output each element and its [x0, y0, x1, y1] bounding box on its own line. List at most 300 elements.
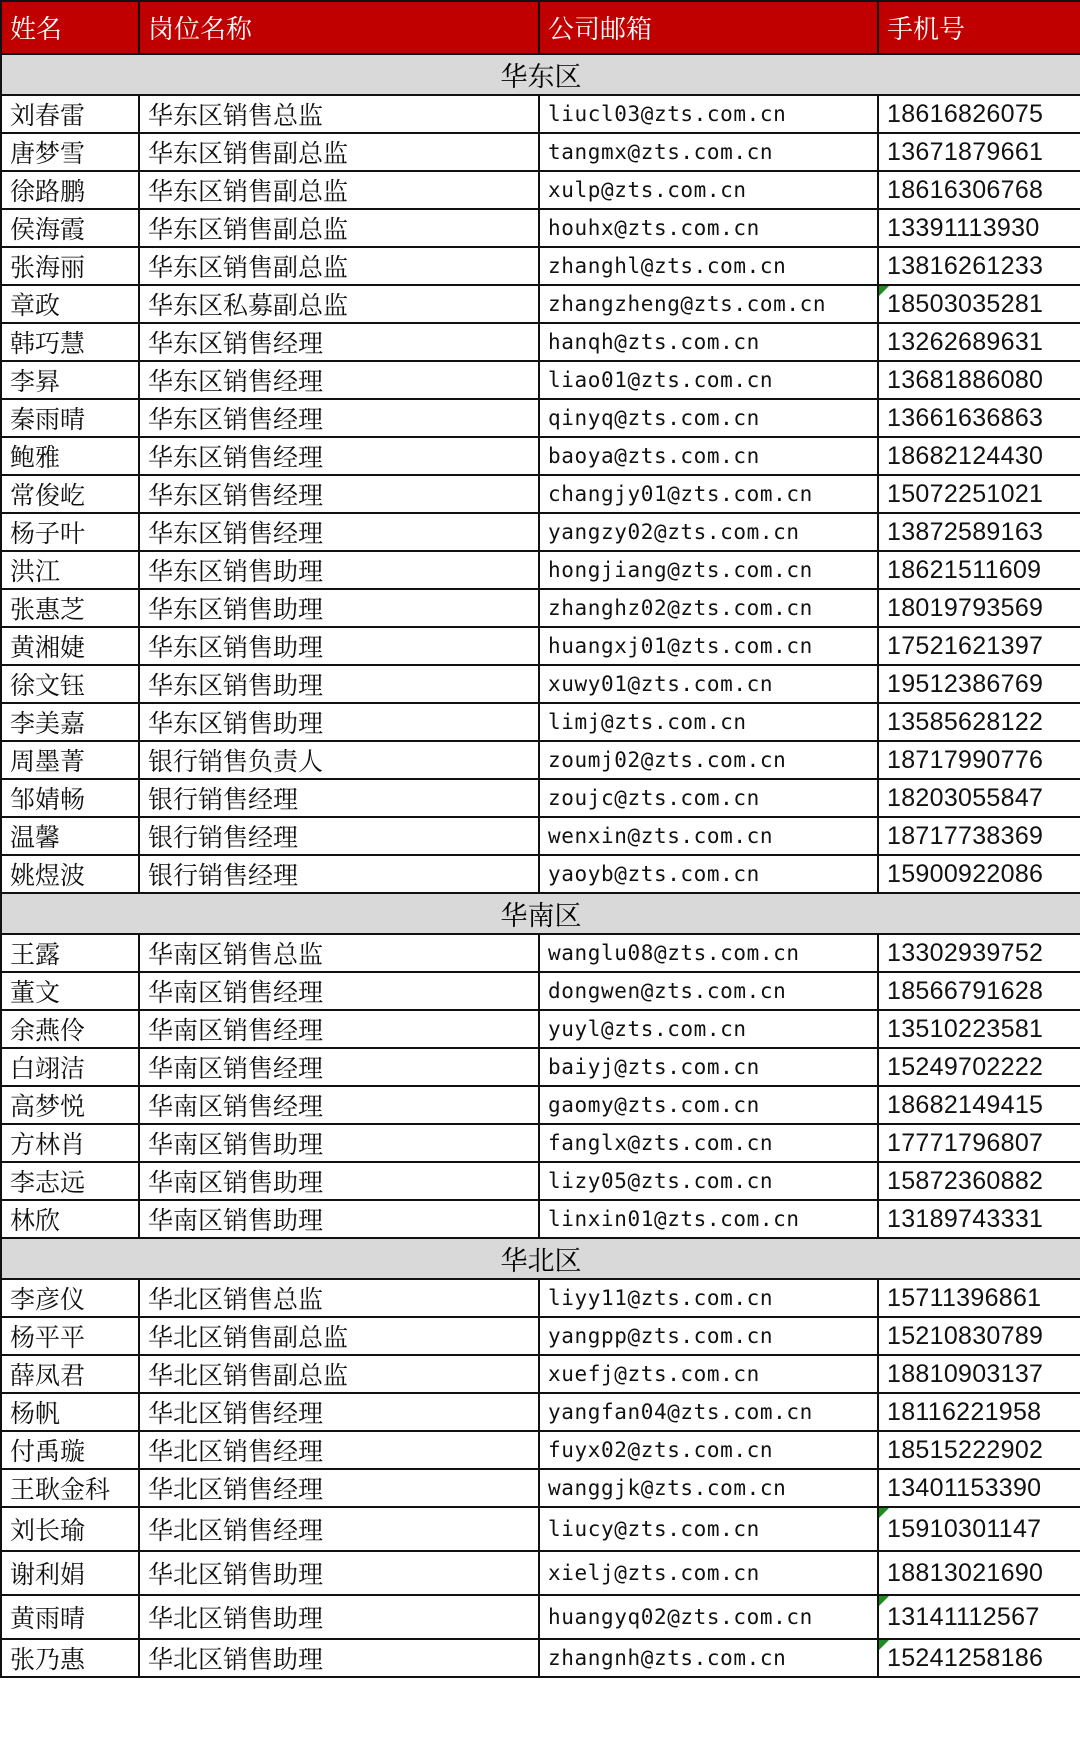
- title-cell: [139, 247, 539, 285]
- email-cell: [539, 1200, 878, 1238]
- phone-cell: [878, 1551, 1080, 1595]
- phone-text: 15711396861: [887, 1283, 1042, 1312]
- email-cell: [539, 209, 878, 247]
- phone-text: 13585628122: [887, 707, 1044, 736]
- email-text: zoumj02@zts.com.cn: [548, 748, 787, 772]
- table-row: [1, 703, 1080, 741]
- phone-text: 15900922086: [887, 859, 1044, 888]
- email-cell: [539, 361, 878, 399]
- section-header-row: [1, 893, 1080, 934]
- phone-cell: [878, 1086, 1080, 1124]
- phone-text: 18717738369: [887, 821, 1044, 850]
- email-text: hongjiang@zts.com.cn: [548, 558, 813, 582]
- phone-cell: [878, 399, 1080, 437]
- title-cell: [139, 209, 539, 247]
- name-cell: [1, 1086, 139, 1124]
- phone-cell: [878, 1010, 1080, 1048]
- phone-cell: [878, 779, 1080, 817]
- table-row: [1, 285, 1080, 323]
- cell-error-indicator-icon: [879, 1640, 889, 1650]
- phone-cell: [878, 665, 1080, 703]
- email-cell: [539, 1355, 878, 1393]
- title-cell: [139, 361, 539, 399]
- title-text: 华东区销售助理: [148, 557, 324, 586]
- phone-cell: [878, 95, 1080, 133]
- title-text: 银行销售经理: [148, 823, 299, 852]
- phone-text: 18616826075: [887, 99, 1044, 128]
- title-cell: [139, 972, 539, 1010]
- name-cell: [1, 361, 139, 399]
- email-cell: [539, 589, 878, 627]
- phone-cell: [878, 1200, 1080, 1238]
- name-cell: [1, 1469, 139, 1507]
- phone-text: 15249702222: [887, 1052, 1044, 1081]
- table-row: [1, 1010, 1080, 1048]
- name-text: 周墨菁: [10, 747, 86, 776]
- table-row: [1, 972, 1080, 1010]
- phone-text: 13681886080: [887, 365, 1044, 394]
- title-cell: [139, 1639, 539, 1677]
- name-cell: [1, 972, 139, 1010]
- table-row: [1, 1355, 1080, 1393]
- email-text: changjy01@zts.com.cn: [548, 482, 813, 506]
- title-text: 华南区销售经理: [148, 1016, 324, 1045]
- name-text: 常俊屹: [10, 481, 86, 510]
- phone-cell: [878, 513, 1080, 551]
- phone-text: 17521621397: [887, 631, 1044, 660]
- name-cell: [1, 665, 139, 703]
- email-text: yangpp@zts.com.cn: [548, 1324, 774, 1348]
- name-text: 鲍雅: [10, 443, 61, 472]
- name-cell: [1, 817, 139, 855]
- email-text: zoujc@zts.com.cn: [548, 786, 760, 810]
- title-cell: [139, 551, 539, 589]
- title-cell: [139, 171, 539, 209]
- phone-text: 15872360882: [887, 1166, 1044, 1195]
- title-text: 华南区销售经理: [148, 978, 324, 1007]
- phone-cell: [878, 589, 1080, 627]
- title-text: 华南区销售经理: [148, 1092, 324, 1121]
- phone-cell: [878, 934, 1080, 972]
- title-text: 华北区销售助理: [148, 1645, 324, 1674]
- table-row: [1, 779, 1080, 817]
- email-cell: [539, 95, 878, 133]
- title-text: 华东区私募副总监: [148, 291, 349, 320]
- phone-cell: [878, 1595, 1080, 1639]
- phone-text: 18682124430: [887, 441, 1044, 470]
- name-text: 刘长瑜: [10, 1516, 86, 1545]
- phone-cell: [878, 1048, 1080, 1086]
- phone-cell: [878, 1507, 1080, 1551]
- title-text: 华北区销售总监: [148, 1285, 324, 1314]
- email-text: huangyq02@zts.com.cn: [548, 1605, 813, 1629]
- phone-cell: [878, 1393, 1080, 1431]
- section-title: 华南区: [1, 893, 1080, 934]
- name-text: 张海丽: [10, 253, 86, 282]
- table-row: [1, 627, 1080, 665]
- phone-cell: [878, 972, 1080, 1010]
- name-text: 黄湘婕: [10, 633, 86, 662]
- table-row: [1, 1393, 1080, 1431]
- name-text: 杨帆: [10, 1399, 61, 1428]
- email-cell: [539, 627, 878, 665]
- name-text: 方林肖: [10, 1130, 86, 1159]
- phone-cell: [878, 133, 1080, 171]
- header-email: 公司邮箱: [539, 1, 878, 54]
- cell-error-indicator-icon: [879, 1508, 889, 1518]
- email-text: yangzy02@zts.com.cn: [548, 520, 800, 544]
- table-row: [1, 589, 1080, 627]
- name-cell: [1, 703, 139, 741]
- name-cell: [1, 1162, 139, 1200]
- title-text: 华东区销售助理: [148, 671, 324, 700]
- phone-cell: [878, 247, 1080, 285]
- email-text: liucy@zts.com.cn: [548, 1517, 760, 1541]
- email-cell: [539, 437, 878, 475]
- title-text: 银行销售经理: [148, 785, 299, 814]
- phone-cell: [878, 209, 1080, 247]
- phone-text: 13262689631: [887, 327, 1044, 356]
- email-cell: [539, 1086, 878, 1124]
- name-cell: [1, 437, 139, 475]
- name-cell: [1, 1507, 139, 1551]
- email-cell: [539, 1124, 878, 1162]
- name-text: 洪江: [10, 557, 61, 586]
- phone-text: 13141112567: [887, 1602, 1040, 1631]
- name-text: 高梦悦: [10, 1092, 86, 1121]
- name-text: 付禹璇: [10, 1437, 86, 1466]
- phone-cell: [878, 437, 1080, 475]
- phone-text: 15241258186: [887, 1643, 1044, 1672]
- phone-cell: [878, 361, 1080, 399]
- table-row: [1, 513, 1080, 551]
- name-cell: [1, 855, 139, 893]
- name-cell: [1, 285, 139, 323]
- name-text: 李美嘉: [10, 709, 86, 738]
- table-row: [1, 209, 1080, 247]
- title-text: 华东区销售副总监: [148, 215, 349, 244]
- email-text: fanglx@zts.com.cn: [548, 1131, 774, 1155]
- title-cell: [139, 1317, 539, 1355]
- title-cell: [139, 1279, 539, 1317]
- table-row: [1, 1595, 1080, 1639]
- email-cell: [539, 323, 878, 361]
- title-text: 华南区销售助理: [148, 1168, 324, 1197]
- section-title: 华北区: [1, 1238, 1080, 1279]
- name-cell: [1, 171, 139, 209]
- name-text: 王露: [10, 940, 61, 969]
- name-cell: [1, 934, 139, 972]
- name-text: 邹婧畅: [10, 785, 86, 814]
- name-text: 徐文钰: [10, 671, 86, 700]
- phone-cell: [878, 1124, 1080, 1162]
- email-text: qinyq@zts.com.cn: [548, 406, 760, 430]
- title-cell: [139, 1200, 539, 1238]
- title-cell: [139, 1124, 539, 1162]
- email-cell: [539, 551, 878, 589]
- title-text: 华南区销售经理: [148, 1054, 324, 1083]
- name-text: 温馨: [10, 823, 61, 852]
- phone-cell: [878, 817, 1080, 855]
- email-text: liyy11@zts.com.cn: [548, 1286, 774, 1310]
- title-cell: [139, 285, 539, 323]
- cell-error-indicator-icon: [879, 286, 889, 296]
- name-cell: [1, 475, 139, 513]
- table-row: [1, 133, 1080, 171]
- email-cell: [539, 1431, 878, 1469]
- title-text: 华北区销售经理: [148, 1399, 324, 1428]
- title-cell: [139, 1086, 539, 1124]
- email-text: zhangzheng@zts.com.cn: [548, 292, 827, 316]
- email-cell: [539, 1279, 878, 1317]
- title-text: 华北区销售副总监: [148, 1361, 349, 1390]
- title-cell: [139, 1595, 539, 1639]
- name-cell: [1, 1124, 139, 1162]
- name-text: 王耿金科: [10, 1475, 111, 1504]
- title-cell: [139, 589, 539, 627]
- table-row: [1, 1507, 1080, 1551]
- title-cell: [139, 665, 539, 703]
- title-cell: [139, 627, 539, 665]
- name-cell: [1, 513, 139, 551]
- phone-cell: [878, 1431, 1080, 1469]
- title-text: 华南区销售总监: [148, 940, 324, 969]
- phone-text: 13401153390: [887, 1473, 1042, 1502]
- title-cell: [139, 133, 539, 171]
- name-cell: [1, 1317, 139, 1355]
- phone-text: 13872589163: [887, 517, 1044, 546]
- name-cell: [1, 1279, 139, 1317]
- email-cell: [539, 934, 878, 972]
- name-text: 张惠芝: [10, 595, 86, 624]
- title-text: 华东区销售经理: [148, 405, 324, 434]
- phone-text: 13671879661: [887, 137, 1044, 166]
- email-cell: [539, 817, 878, 855]
- title-cell: [139, 779, 539, 817]
- email-cell: [539, 779, 878, 817]
- name-cell: [1, 95, 139, 133]
- email-text: yaoyb@zts.com.cn: [548, 862, 760, 886]
- phone-text: 15210830789: [887, 1321, 1044, 1350]
- table-row: [1, 741, 1080, 779]
- phone-text: 13661636863: [887, 403, 1044, 432]
- table-row: [1, 1200, 1080, 1238]
- title-cell: [139, 1551, 539, 1595]
- name-text: 李昪: [10, 367, 61, 396]
- title-cell: [139, 1431, 539, 1469]
- phone-cell: [878, 475, 1080, 513]
- email-text: fuyx02@zts.com.cn: [548, 1438, 774, 1462]
- name-cell: [1, 1200, 139, 1238]
- phone-text: 18810903137: [887, 1359, 1044, 1388]
- name-text: 杨子叶: [10, 519, 86, 548]
- section-header-row: [1, 54, 1080, 95]
- name-text: 董文: [10, 978, 61, 1007]
- name-text: 李彦仪: [10, 1285, 86, 1314]
- phone-text: 18682149415: [887, 1090, 1044, 1119]
- title-cell: [139, 934, 539, 972]
- name-text: 黄雨晴: [10, 1604, 86, 1633]
- email-cell: [539, 513, 878, 551]
- email-text: yangfan04@zts.com.cn: [548, 1400, 813, 1424]
- phone-text: 18621511609: [887, 555, 1042, 584]
- email-cell: [539, 1162, 878, 1200]
- table-row: [1, 1317, 1080, 1355]
- table-row: [1, 1469, 1080, 1507]
- header-row: [1, 1, 1080, 54]
- email-cell: [539, 475, 878, 513]
- title-text: 华东区销售经理: [148, 481, 324, 510]
- name-cell: [1, 1355, 139, 1393]
- phone-text: 15072251021: [887, 479, 1044, 508]
- name-text: 林欣: [10, 1206, 61, 1235]
- phone-text: 13302939752: [887, 938, 1044, 967]
- email-text: xielj@zts.com.cn: [548, 1561, 760, 1585]
- table-row: [1, 247, 1080, 285]
- email-cell: [539, 133, 878, 171]
- name-text: 薛凤君: [10, 1361, 86, 1390]
- email-cell: [539, 665, 878, 703]
- title-text: 银行销售负责人: [148, 747, 324, 776]
- name-text: 唐梦雪: [10, 139, 86, 168]
- table-row: [1, 437, 1080, 475]
- title-text: 华东区销售总监: [148, 101, 324, 130]
- title-cell: [139, 1010, 539, 1048]
- email-cell: [539, 741, 878, 779]
- name-text: 刘春雷: [10, 101, 86, 130]
- name-cell: [1, 247, 139, 285]
- name-text: 徐路鹏: [10, 177, 86, 206]
- title-text: 华南区销售助理: [148, 1206, 324, 1235]
- phone-cell: [878, 1279, 1080, 1317]
- name-text: 秦雨晴: [10, 405, 86, 434]
- title-cell: [139, 1162, 539, 1200]
- table-row: [1, 1551, 1080, 1595]
- email-cell: [539, 1317, 878, 1355]
- title-text: 华北区销售经理: [148, 1516, 324, 1545]
- phone-text: 18717990776: [887, 745, 1044, 774]
- name-text: 李志远: [10, 1168, 86, 1197]
- name-text: 余燕伶: [10, 1016, 86, 1045]
- title-cell: [139, 513, 539, 551]
- email-text: gaomy@zts.com.cn: [548, 1093, 760, 1117]
- table-row: [1, 361, 1080, 399]
- table-row: [1, 817, 1080, 855]
- name-text: 杨平平: [10, 1323, 86, 1352]
- title-text: 华北区销售经理: [148, 1437, 324, 1466]
- phone-text: 18203055847: [887, 783, 1044, 812]
- table-row: [1, 171, 1080, 209]
- email-text: huangxj01@zts.com.cn: [548, 634, 813, 658]
- table-body: [1, 54, 1080, 1677]
- name-cell: [1, 589, 139, 627]
- name-text: 谢利娟: [10, 1560, 86, 1589]
- title-cell: [139, 95, 539, 133]
- title-cell: [139, 1507, 539, 1551]
- email-text: liao01@zts.com.cn: [548, 368, 774, 392]
- email-text: hanqh@zts.com.cn: [548, 330, 760, 354]
- email-text: dongwen@zts.com.cn: [548, 979, 787, 1003]
- phone-text: 15910301147: [887, 1514, 1042, 1543]
- email-text: xuwy01@zts.com.cn: [548, 672, 774, 696]
- title-cell: [139, 703, 539, 741]
- email-cell: [539, 1048, 878, 1086]
- table-row: [1, 1639, 1080, 1677]
- email-cell: [539, 285, 878, 323]
- phone-text: 13189743331: [887, 1204, 1044, 1233]
- name-cell: [1, 209, 139, 247]
- header-title: 岗位名称: [139, 1, 539, 54]
- email-text: baiyj@zts.com.cn: [548, 1055, 760, 1079]
- phone-cell: [878, 323, 1080, 361]
- phone-cell: [878, 285, 1080, 323]
- title-text: 银行销售经理: [148, 861, 299, 890]
- email-cell: [539, 1507, 878, 1551]
- table-row: [1, 1048, 1080, 1086]
- title-text: 华东区销售经理: [148, 519, 324, 548]
- phone-cell: [878, 855, 1080, 893]
- email-text: wanggjk@zts.com.cn: [548, 1476, 787, 1500]
- name-cell: [1, 779, 139, 817]
- email-text: lizy05@zts.com.cn: [548, 1169, 774, 1193]
- title-text: 华南区销售助理: [148, 1130, 324, 1159]
- table-row: [1, 1124, 1080, 1162]
- title-cell: [139, 437, 539, 475]
- table-row: [1, 95, 1080, 133]
- name-cell: [1, 1048, 139, 1086]
- title-cell: [139, 1469, 539, 1507]
- section-header-row: [1, 1238, 1080, 1279]
- phone-text: 18116221958: [887, 1397, 1042, 1426]
- title-text: 华东区销售经理: [148, 329, 324, 358]
- phone-cell: [878, 1469, 1080, 1507]
- phone-cell: [878, 1162, 1080, 1200]
- email-cell: [539, 171, 878, 209]
- email-text: wanglu08@zts.com.cn: [548, 941, 800, 965]
- email-cell: [539, 703, 878, 741]
- phone-cell: [878, 1317, 1080, 1355]
- title-text: 华东区销售经理: [148, 367, 324, 396]
- section-title: 华东区: [1, 54, 1080, 95]
- table-header: [1, 1, 1080, 54]
- email-text: wenxin@zts.com.cn: [548, 824, 774, 848]
- phone-cell: [878, 1355, 1080, 1393]
- name-cell: [1, 399, 139, 437]
- email-cell: [539, 1595, 878, 1639]
- name-cell: [1, 133, 139, 171]
- phone-cell: [878, 703, 1080, 741]
- table-row: [1, 323, 1080, 361]
- name-cell: [1, 1595, 139, 1639]
- phone-text: 18515222902: [887, 1435, 1044, 1464]
- email-text: yuyl@zts.com.cn: [548, 1017, 747, 1041]
- name-cell: [1, 1431, 139, 1469]
- email-text: xulp@zts.com.cn: [548, 178, 747, 202]
- header-name: 姓名: [1, 1, 139, 54]
- name-cell: [1, 551, 139, 589]
- email-text: houhx@zts.com.cn: [548, 216, 760, 240]
- phone-text: 18019793569: [887, 593, 1044, 622]
- title-cell: [139, 399, 539, 437]
- phone-cell: [878, 627, 1080, 665]
- title-cell: [139, 855, 539, 893]
- email-cell: [539, 399, 878, 437]
- email-cell: [539, 1010, 878, 1048]
- email-text: zhanghz02@zts.com.cn: [548, 596, 813, 620]
- name-text: 韩巧慧: [10, 329, 86, 358]
- table-row: [1, 399, 1080, 437]
- email-text: baoya@zts.com.cn: [548, 444, 760, 468]
